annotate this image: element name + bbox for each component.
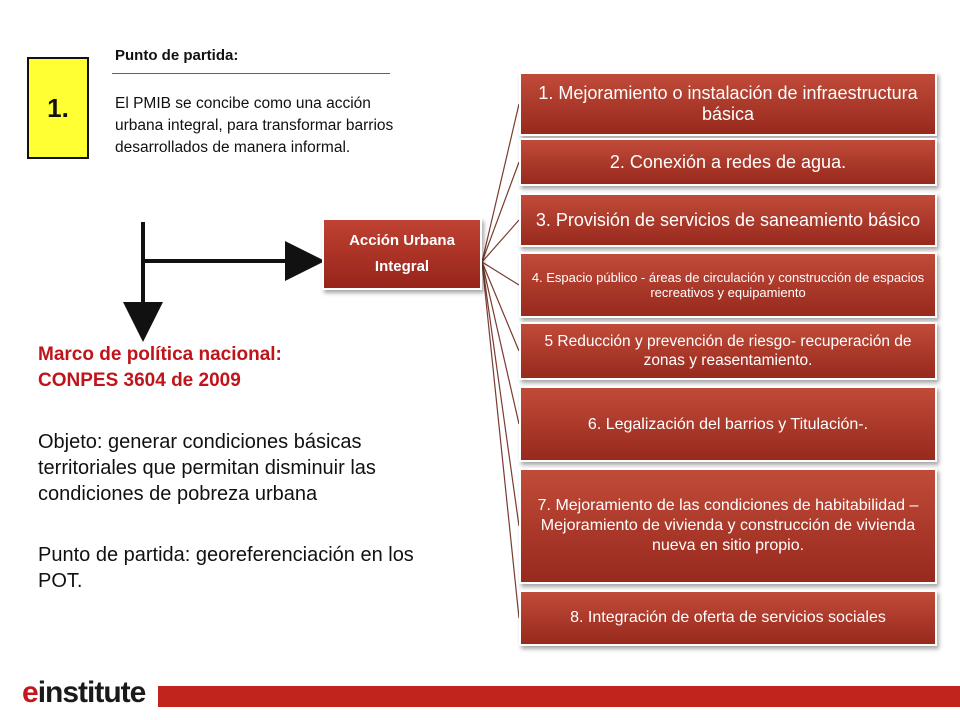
fan-line-2 — [482, 162, 519, 262]
item-6 — [519, 386, 937, 462]
item-7-label: 7. Mejoramiento de las condiciones de habitabilidad – Mejoramiento de vivienda y construcción de vivienda nueva en sitio propio. — [537, 497, 919, 554]
logo-e: e — [22, 676, 38, 709]
item-3-label: 3. Provisión de servicios de saneamiento básico — [535, 209, 921, 230]
logo-rest: institute — [37, 676, 146, 709]
marco-title-line2: CONPES 3604 de 2009 — [38, 370, 241, 391]
footer-bar — [158, 686, 960, 707]
einstitute-logo — [22, 676, 145, 710]
item-4 — [519, 252, 937, 318]
item-5 — [519, 322, 937, 380]
step-number: 1. — [47, 92, 69, 123]
marco-title — [38, 342, 398, 394]
center-node-line1: Acción Urbana — [349, 232, 455, 249]
punto-partida-text: Punto de partida: georeferenciación en los POT. — [38, 544, 414, 592]
item-3 — [519, 193, 937, 247]
fan-lines — [482, 104, 519, 618]
intro-title: Punto de partida: — [115, 47, 239, 64]
fan-line-8 — [482, 262, 519, 618]
fan-line-6 — [482, 262, 519, 424]
fan-line-1 — [482, 104, 519, 262]
item-1 — [519, 72, 937, 136]
center-node — [322, 218, 482, 290]
fan-line-5 — [482, 262, 519, 351]
fan-line-3 — [482, 220, 519, 262]
objeto-text: Objeto: generar condiciones básicas territoriales que permitan disminuir las condiciones de pobreza urbana — [38, 431, 376, 505]
intro-divider — [112, 73, 390, 74]
item-5-label: 5 Reducción y prevención de riesgo- recuperación de zonas y reasentamiento. — [544, 333, 912, 369]
item-7 — [519, 468, 937, 584]
step-number-badge — [27, 57, 89, 159]
item-1-label: 1. Mejoramiento o instalación de infraestructura básica — [538, 83, 918, 124]
item-8 — [519, 590, 937, 646]
item-2 — [519, 138, 937, 186]
item-4-label: 4. Espacio público - áreas de circulación y construcción de espacios recreativos y equipamiento — [531, 270, 925, 300]
item-8-label: 8. Integración de oferta de servicios sociales — [570, 609, 886, 626]
center-node-line2: Integral — [374, 258, 430, 275]
intro-text: El PMIB se concibe como una acción urbana integral, para transformar barrios desarrollados de manera informal. — [115, 95, 394, 156]
item-6-label: 6. Legalización del barrios y Titulación-. — [587, 415, 869, 433]
item-2-label: 2. Conexión a redes de agua. — [609, 151, 847, 172]
fan-line-4 — [482, 262, 519, 285]
fan-line-7 — [482, 262, 519, 526]
marco-title-line1: Marco de política nacional: — [38, 344, 282, 365]
